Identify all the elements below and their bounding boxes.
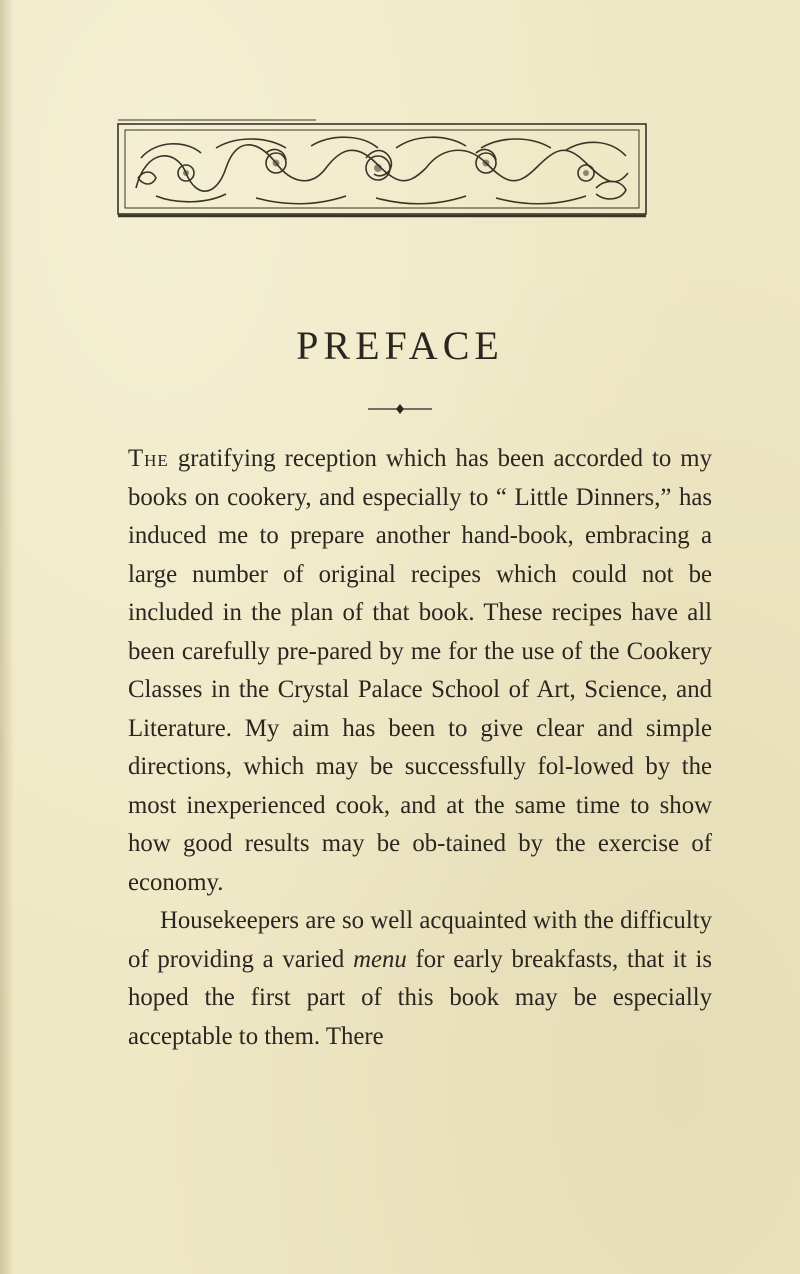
ornamental-scroll-headpiece-icon [116,118,648,218]
page-title: PREFACE [296,323,504,368]
paragraph-1 [128,440,712,902]
gutter-shadow [0,0,14,1274]
paragraph-2 [128,902,712,1056]
paragraph-2-text-after: for early breakfasts, that it is hoped the first part of this book may be especially acceptable to them. There [128,945,712,1050]
paragraph-2-text-before: Housekeepers are so well acquainted with the difficulty of providing a varied [128,907,712,973]
paragraph-1-text: gratifying reception which has been accorded to my books on cookery, and especially to “ Little Dinners,” has induced me to prepare another hand-book, embracing a large number of original recipes which could not be included in the plan of that book. These recipes have all been carefully pre-pared by me for the use of the Cookery Classes in the Crystal Palace School of Art, Science, and Literature. My aim has been to give clear and simple directions, which may be successfully fol-lowed by the most inexperienced cook, and at the same time to show how good results may be ob-tained by the exercise of economy. [128,445,712,896]
diamond-rule-icon [360,402,440,416]
preface-body [128,440,712,1056]
paragraph-1-lead: The [128,445,169,472]
paragraph-2-emphasis: menu [353,945,407,973]
